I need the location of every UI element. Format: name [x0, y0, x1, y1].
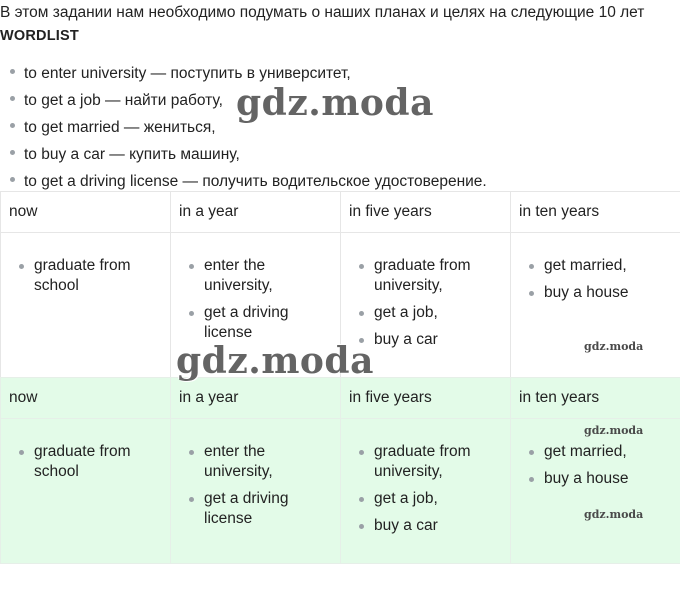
intro-text: В этом задании нам необходимо подумать о наших планах и целях на следующие 10 лет: [0, 4, 645, 21]
bullet-icon: [10, 150, 15, 155]
table-cell: [511, 419, 680, 564]
watermark-small: gdz.moda: [584, 424, 644, 437]
column-header: in a year: [171, 378, 341, 419]
bullet-icon: [10, 96, 15, 101]
column-header: now: [1, 192, 171, 233]
list-item: get a driving license: [195, 489, 332, 529]
bullet-icon: [359, 450, 364, 455]
wordlist-item: to get a driving license — получить водительское удостоверение.: [10, 172, 487, 199]
list-item: get married,: [535, 442, 672, 462]
bullet-icon: [10, 123, 15, 128]
plans-table-highlighted: [0, 377, 680, 564]
list-item: enter the university,: [195, 442, 332, 482]
wordlist-item: to buy a car — купить машину,: [10, 145, 487, 172]
watermark-logo: gdz.moda: [176, 340, 374, 382]
list-item: get a driving license: [195, 303, 332, 343]
list-item: graduate from university,: [365, 256, 502, 296]
bullet-icon: [189, 311, 194, 316]
list-item: buy a house: [535, 283, 672, 303]
list-item: buy a house: [535, 469, 672, 489]
bullet-icon: [359, 264, 364, 269]
bullet-icon: [529, 291, 534, 296]
table-cell: [1, 419, 171, 564]
bullet-icon: [359, 524, 364, 529]
list-item: buy a car: [365, 330, 502, 350]
table-cell: [171, 419, 341, 564]
wordlist-item: to enter university — поступить в университет,: [10, 64, 487, 91]
column-header: in ten years: [511, 378, 680, 419]
bullet-icon: [19, 450, 24, 455]
list-item: get a job,: [365, 489, 502, 509]
table-cell: [341, 419, 511, 564]
bullet-icon: [189, 450, 194, 455]
column-header: in ten years: [511, 192, 680, 233]
bullet-icon: [359, 311, 364, 316]
watermark-small: gdz.moda: [584, 508, 644, 521]
column-header: in five years: [341, 192, 511, 233]
column-header: in five years: [341, 378, 511, 419]
bullet-icon: [189, 497, 194, 502]
bullet-icon: [10, 69, 15, 74]
watermark-logo: gdz.moda: [236, 82, 434, 124]
table-cell: [1, 233, 171, 379]
wordlist-item: to get a job — найти работу,: [10, 91, 487, 118]
bullet-icon: [529, 477, 534, 482]
list-item: graduate from school: [25, 442, 162, 482]
table-header-row: [1, 192, 680, 233]
bullet-icon: [529, 450, 534, 455]
bullet-icon: [189, 264, 194, 269]
table-header-row: [1, 378, 680, 419]
wordlist-title: WORDLIST: [0, 28, 79, 44]
table-cell: [511, 233, 680, 379]
list-item: graduate from school: [25, 256, 162, 296]
table-row: [1, 419, 680, 564]
wordlist-item: to get married — жениться,: [10, 118, 487, 145]
column-header: in a year: [171, 192, 341, 233]
list-item: enter the university,: [195, 256, 332, 296]
list-item: get a job,: [365, 303, 502, 323]
bullet-icon: [10, 177, 15, 182]
bullet-icon: [359, 497, 364, 502]
bullet-icon: [529, 264, 534, 269]
bullet-icon: [19, 264, 24, 269]
column-header: now: [1, 378, 171, 419]
list-item: buy a car: [365, 516, 502, 536]
list-item: get married,: [535, 256, 672, 276]
list-item: graduate from university,: [365, 442, 502, 482]
watermark-small: gdz.moda: [584, 340, 644, 353]
